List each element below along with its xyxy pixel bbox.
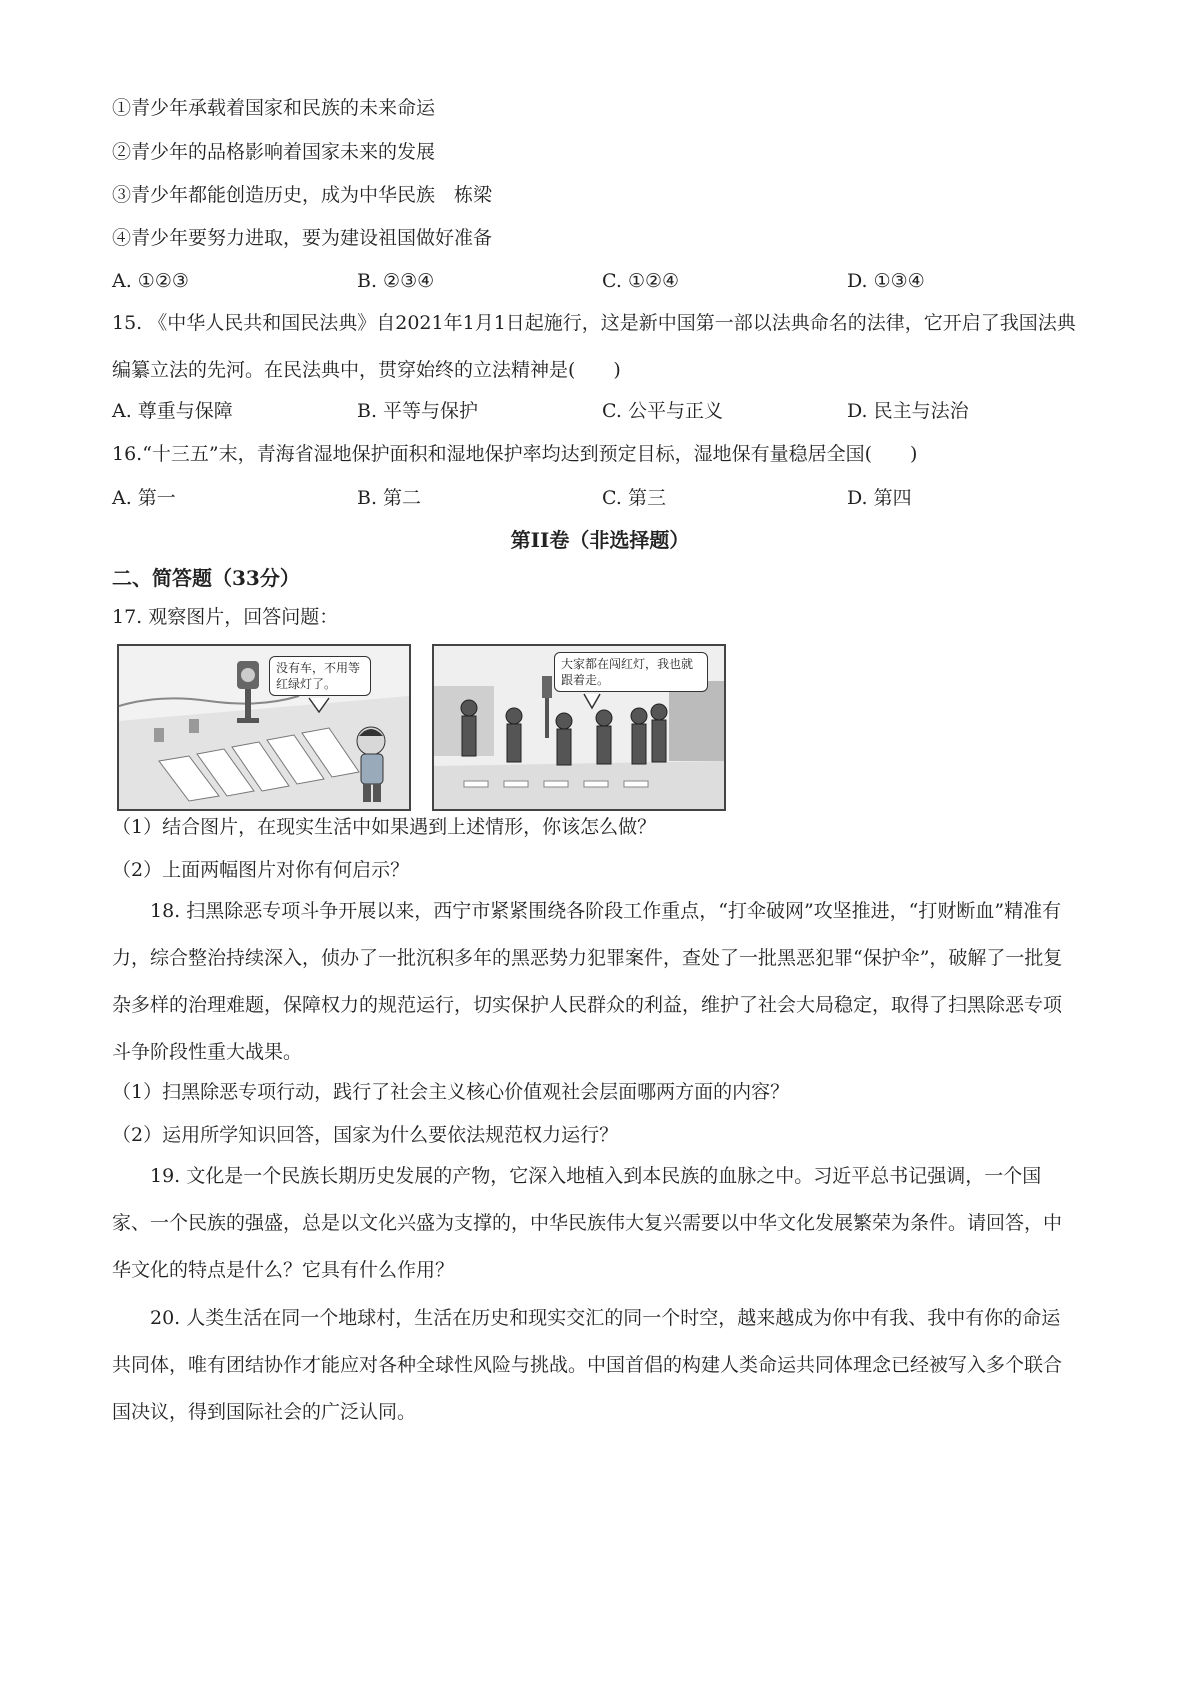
q14-statement-1: ①青少年承载着国家和民族的未来命运 <box>112 97 436 119</box>
q19-question: 19. 文化是一个民族长期历史发展的产物，它深入地植入到本民族的血脉之中。习近平总书记强调，一个国家、一个民族的强盛，总是以文化兴盛为支撑的，中华民族伟大复兴需要以中华文化发展繁荣为条件。请回答，中华文化的特点是什么？它具有什么作用？ <box>112 1165 1063 1281</box>
q15-options <box>112 397 1092 425</box>
q15-question: 15. 《中华人民共和国民法典》自2021年1月1日起施行，这是新中国第一部以法典命名的法律，它开启了我国法典编纂立法的先河。在民法典中，贯穿始终的立法精神是( ) <box>112 312 1076 381</box>
q14-statement-2: ②青少年的品格影响着国家未来的发展 <box>112 141 436 163</box>
q14-option-c: C. ①②④ <box>602 270 680 292</box>
section2-title: 二、简答题（33分） <box>112 566 300 590</box>
q14-option-d: D. ①③④ <box>847 270 925 292</box>
q18-sub-question-2: （2）运用所学知识回答，国家为什么要依法规范权力运行？ <box>112 1124 619 1146</box>
q20-question: 20. 人类生活在同一个地球村，生活在历史和现实交汇的同一个时空，越来越成为你中有我、我中有你的命运共同体，唯有团结协作才能应对各种全球性风险与挑战。中国首倡的构建人类命运共同体理念已经被写入多个联合国决议，得到国际社会的广泛认同。 <box>112 1307 1063 1423</box>
q14-options <box>112 267 1092 295</box>
q15-option-a: A. 尊重与保障 <box>112 400 233 422</box>
q14-statement-4: ④青少年要努力进取，要为建设祖国做好准备 <box>112 227 493 249</box>
q17-sub-question-1: （1）结合图片，在现实生活中如果遇到上述情形，你该怎么做？ <box>112 816 657 838</box>
q16-question: 16.“十三五”末，青海省湿地保护面积和湿地保护率均达到预定目标，湿地保有量稳居全国( ) <box>112 443 918 465</box>
q14-option-a: A. ①②③ <box>112 270 189 292</box>
q14-option-b: B. ②③④ <box>357 270 435 292</box>
q16-option-d: D. 第四 <box>847 487 912 509</box>
q16-option-c: C. 第三 <box>602 487 666 509</box>
q16-option-a: A. 第一 <box>112 487 176 509</box>
q17-title: 17. 观察图片，回答问题： <box>112 606 339 628</box>
q15-option-c: C. 公平与正义 <box>602 400 723 422</box>
q17-sub-question-2: （2）上面两幅图片对你有何启示？ <box>112 859 410 881</box>
part2-title: 第II卷（非选择题） <box>510 528 690 552</box>
comic-1-speech-bubble: 没有车，不用等红绿灯了。 <box>269 656 371 696</box>
q15-option-b: B. 平等与保护 <box>357 400 479 422</box>
q18-sub-question-1: （1）扫黑除恶专项行动，践行了社会主义核心价值观社会层面哪两方面的内容？ <box>112 1081 790 1103</box>
comic-2-speech-bubble: 大家都在闯红灯，我也就跟着走。 <box>554 652 708 692</box>
comic-image-2 <box>432 644 726 811</box>
q16-options <box>112 484 1092 512</box>
q15-option-d: D. 民主与法治 <box>847 400 969 422</box>
comic-image-1 <box>117 644 411 811</box>
q16-option-b: B. 第二 <box>357 487 422 509</box>
q18-question: 18. 扫黑除恶专项斗争开展以来，西宁市紧紧围绕各阶段工作重点，“打伞破网”攻坚推进，“打财断血”精准有力，综合整治持续深入，侦办了一批沉积多年的黑恶势力犯罪案件，查处了一批黑恶犯罪“保护伞”，破解了一批复杂多样的治理难题，保障权力的规范运行，切实保护人民群众的利益，维护了社会大局稳定，取得了扫黑除恶专项斗争阶段性重大战果。 <box>112 900 1063 1063</box>
q14-statement-3: ③青少年都能创造历史，成为中华民族 栋梁 <box>112 184 493 206</box>
